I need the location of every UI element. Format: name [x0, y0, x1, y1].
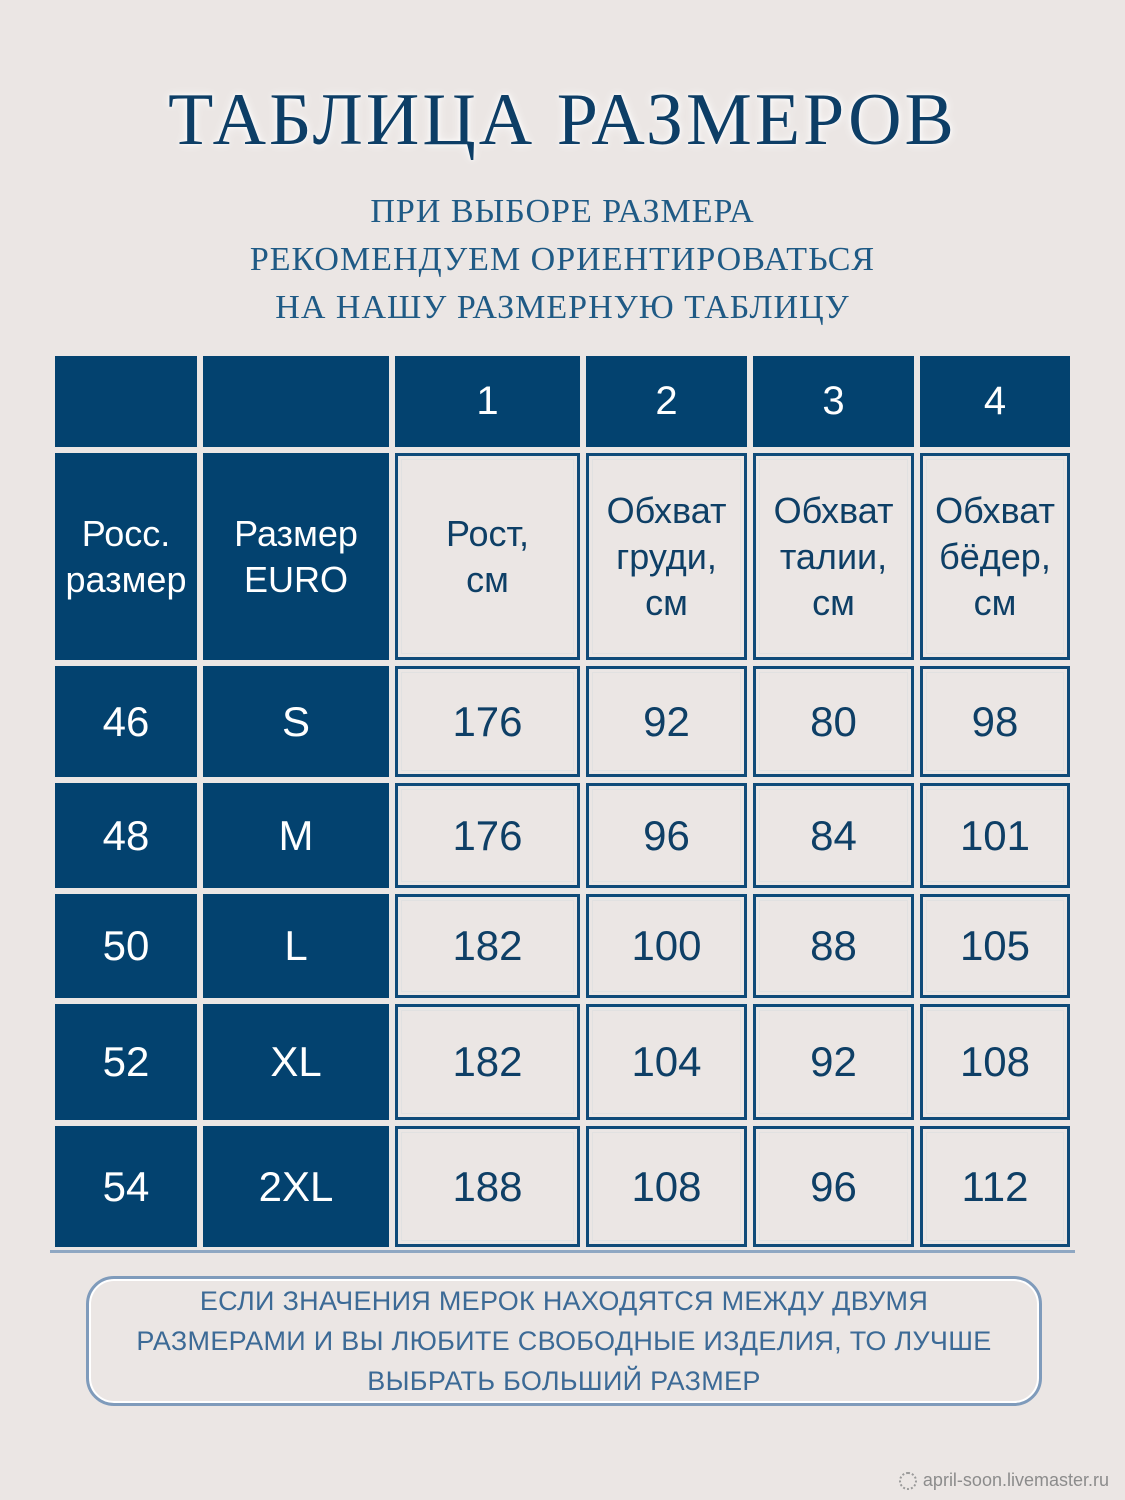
hips-cell: 101	[920, 783, 1070, 888]
subtitle-line: ПРИ ВЫБОРЕ РАЗМЕРА	[370, 193, 755, 230]
subtitle-line: РЕКОМЕНДУЕМ ОРИЕНТИРОВАТЬСЯ	[249, 241, 876, 278]
size-advice-note	[86, 1276, 1042, 1406]
header-height: Рост, см	[395, 453, 580, 660]
chest-cell: 96	[586, 783, 747, 888]
hips-cell: 98	[920, 666, 1070, 777]
header-waist: Обхват талии, см	[753, 453, 914, 660]
note-line: ЕСЛИ ЗНАЧЕНИЯ МЕРОК НАХОДЯТСЯ МЕЖДУ ДВУМЯ	[199, 1286, 929, 1316]
column-number: 1	[395, 356, 580, 447]
euro-size-cell: 2XL	[203, 1126, 389, 1247]
hips-cell: 105	[920, 894, 1070, 998]
waist-cell: 84	[753, 783, 914, 888]
height-cell: 188	[395, 1126, 580, 1247]
height-cell: 176	[395, 783, 580, 888]
hips-cell: 112	[920, 1126, 1070, 1247]
rus-size-cell: 48	[55, 783, 197, 888]
chest-cell: 104	[586, 1004, 747, 1120]
rus-size-cell: 52	[55, 1004, 197, 1120]
rus-size-cell: 54	[55, 1126, 197, 1247]
page-title: ТАБЛИЦА РАЗМЕРОВ	[168, 79, 957, 161]
watermark	[899, 1470, 1109, 1491]
subtitle-line: НА НАШУ РАЗМЕРНУЮ ТАБЛИЦУ	[275, 289, 850, 326]
waist-cell: 92	[753, 1004, 914, 1120]
column-number: 2	[586, 356, 747, 447]
hips-cell: 108	[920, 1004, 1070, 1120]
header-euro-size: Размер EURO	[203, 453, 389, 660]
header-chest: Обхват груди, см	[586, 453, 747, 660]
rus-size-cell: 46	[55, 666, 197, 777]
height-cell: 182	[395, 894, 580, 998]
chest-cell: 100	[586, 894, 747, 998]
euro-size-cell: M	[203, 783, 389, 888]
column-number: 4	[920, 356, 1070, 447]
column-number: 3	[753, 356, 914, 447]
waist-cell: 96	[753, 1126, 914, 1247]
divider	[50, 1250, 1075, 1253]
euro-size-cell: S	[203, 666, 389, 777]
height-cell: 182	[395, 1004, 580, 1120]
height-cell: 176	[395, 666, 580, 777]
header-empty-cell	[203, 356, 389, 447]
header-empty-cell	[55, 356, 197, 447]
waist-cell: 88	[753, 894, 914, 998]
header-hips: Обхват бёдер, см	[920, 453, 1070, 660]
watermark-text: april-soon.livemaster.ru	[922, 1470, 1109, 1490]
waist-cell: 80	[753, 666, 914, 777]
note-line: ВЫБРАТЬ БОЛЬШИЙ РАЗМЕР	[367, 1366, 761, 1396]
rus-size-cell: 50	[55, 894, 197, 998]
livemaster-logo-icon	[899, 1472, 917, 1490]
header-rus-size: Росс. размер	[55, 453, 197, 660]
euro-size-cell: XL	[203, 1004, 389, 1120]
chest-cell: 92	[586, 666, 747, 777]
chest-cell: 108	[586, 1126, 747, 1247]
euro-size-cell: L	[203, 894, 389, 998]
note-line: РАЗМЕРАМИ И ВЫ ЛЮБИТЕ СВОБОДНЫЕ ИЗДЕЛИЯ, ТО ЛУЧШЕ	[136, 1326, 992, 1356]
subtitle	[0, 188, 1125, 332]
